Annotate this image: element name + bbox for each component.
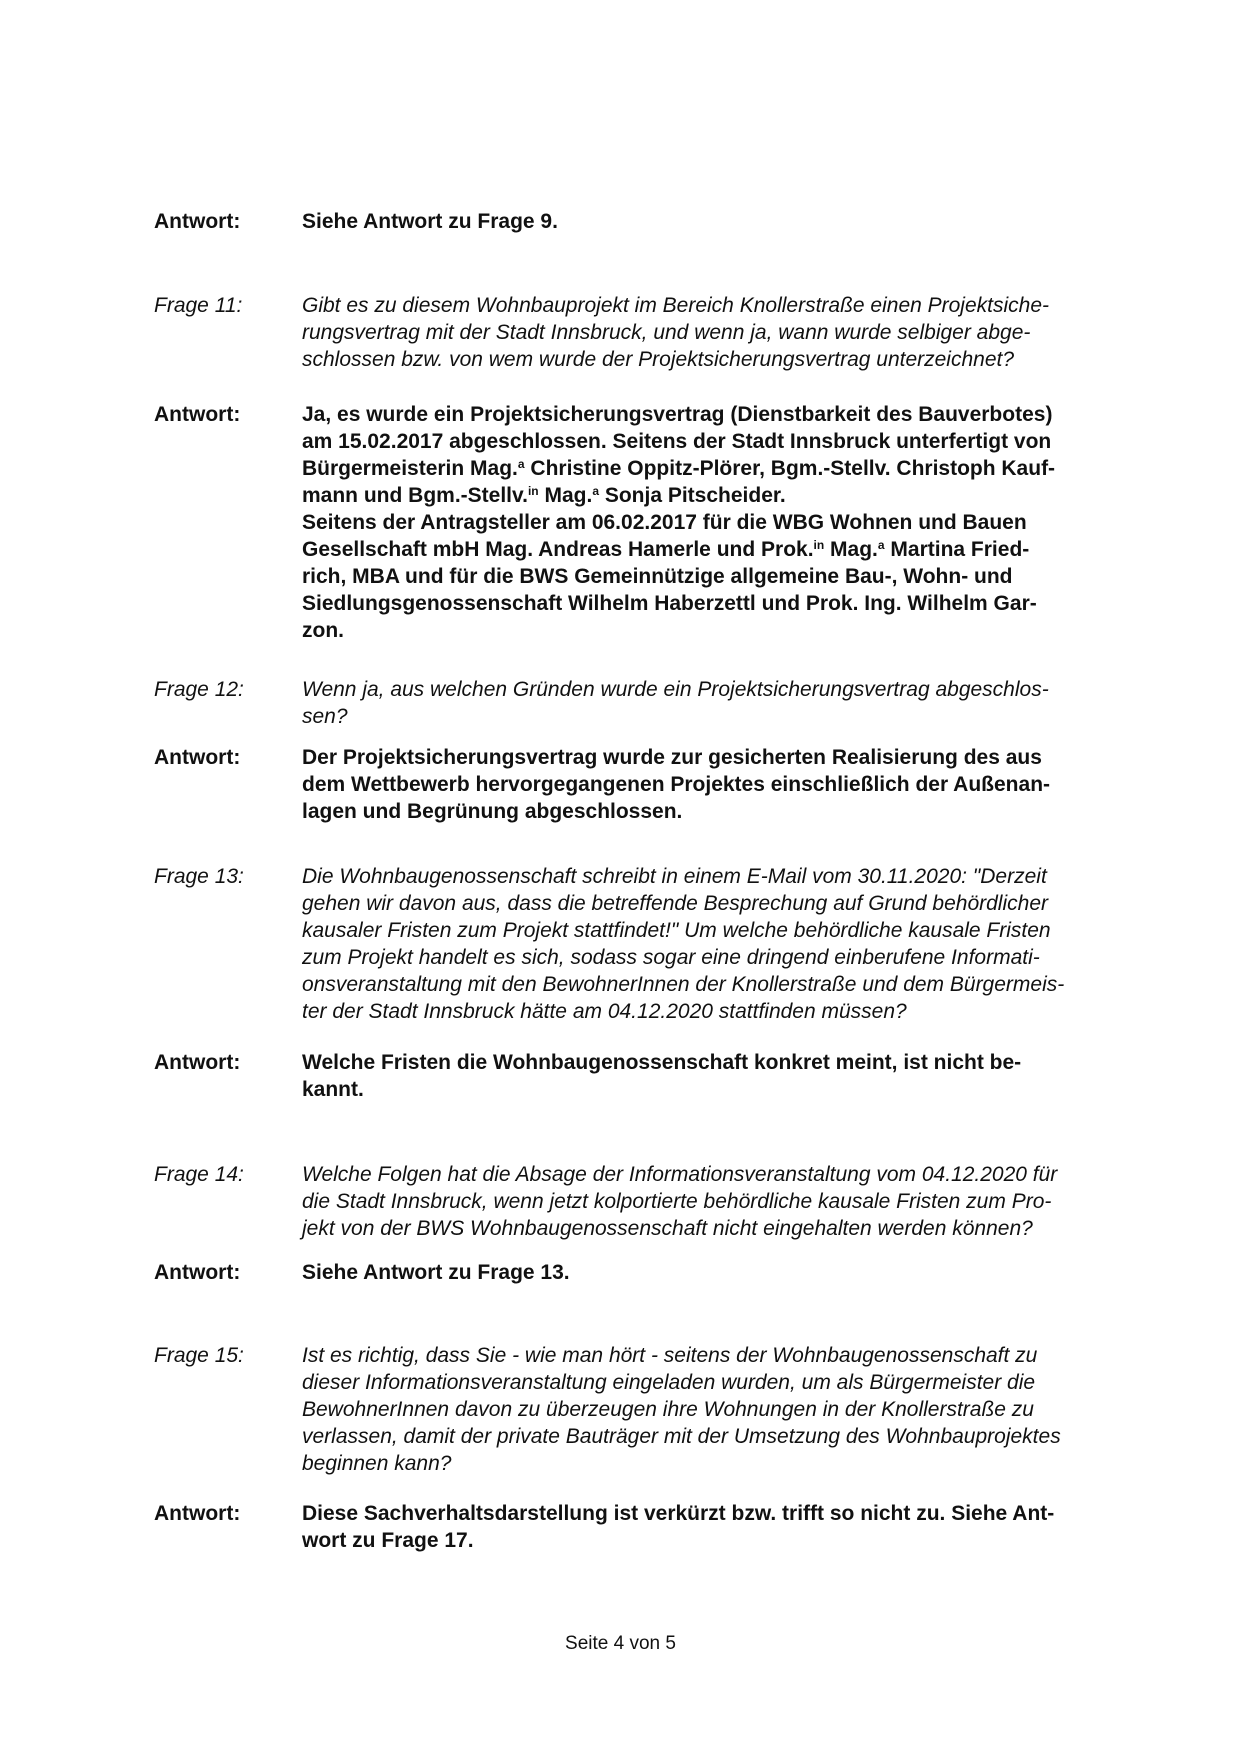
- answer-text: [302, 1500, 1241, 1554]
- text-line: Siedlungsgenossenschaft Wilhelm Haberzettl und Prok. Ing. Wilhelm Gar-: [302, 592, 1037, 615]
- question-text: [302, 1342, 1241, 1477]
- text-line: Gesellschaft mbH Mag. Andreas Hamerle und Prok.$^{in}$ Mag.$^a$ Martina Fried-: [302, 538, 1030, 561]
- text-line: dem Wettbewerb hervorgegangenen Projektes einschließlich der Außenan-: [302, 773, 1051, 796]
- answer-label: Antwort:: [154, 1051, 241, 1074]
- text-line: ter der Stadt Innsbruck hätte am 04.12.2020 stattfinden müssen?: [302, 1000, 907, 1023]
- text-line: wort zu Frage 17.: [302, 1529, 474, 1552]
- text-line: die Stadt Innsbruck, wenn jetzt kolportierte behördliche kausale Fristen zum Pro-: [302, 1190, 1052, 1213]
- text-line: rungsvertrag mit der Stadt Innsbruck, und wenn ja, wann wurde selbiger abge-: [302, 321, 1031, 344]
- answer-text: [302, 1259, 1241, 1286]
- answer-label: Antwort:: [154, 210, 241, 233]
- answer-label: Antwort:: [154, 403, 241, 426]
- text-line: Der Projektsicherungsvertrag wurde zur gesicherten Realisierung des aus: [302, 746, 1042, 769]
- text-line: beginnen kann?: [302, 1452, 452, 1475]
- question-label: Frage 14:: [154, 1163, 244, 1186]
- question-text: [302, 1161, 1241, 1242]
- text-line: am 15.02.2017 abgeschlossen. Seitens der Stadt Innsbruck unterfertigt von: [302, 430, 1052, 453]
- text-line: sen?: [302, 705, 348, 728]
- text-line: Gibt es zu diesem Wohnbauprojekt im Bereich Knollerstraße einen Projektsiche-: [302, 294, 1050, 317]
- text-line: Ist es richtig, dass Sie - wie man hört - seitens der Wohnbaugenossenschaft zu: [302, 1344, 1038, 1367]
- question-text: [302, 676, 1241, 730]
- text-line: BewohnerInnen davon zu überzeugen ihre Wohnungen in der Knollerstraße zu: [302, 1398, 1034, 1421]
- text-line: Welche Folgen hat die Absage der Informationsveranstaltung vom 04.12.2020 für: [302, 1163, 1058, 1186]
- text-line: rich, MBA und für die BWS Gemeinnützige allgemeine Bau-, Wohn- und: [302, 565, 1013, 588]
- answer-label: Antwort:: [154, 1261, 241, 1284]
- text-line: verlassen, damit der private Bauträger mit der Umsetzung des Wohnbauprojektes: [302, 1425, 1061, 1448]
- text-line: Diese Sachverhaltsdarstellung ist verkürzt bzw. trifft so nicht zu. Siehe Ant-: [302, 1502, 1055, 1525]
- text-line: Wenn ja, aus welchen Gründen wurde ein Projektsicherungsvertrag abgeschlos-: [302, 678, 1049, 701]
- answer-text: [302, 401, 1241, 644]
- question-text: [302, 292, 1241, 373]
- text-line: kannt.: [302, 1078, 364, 1101]
- text-line: schlossen bzw. von wem wurde der Projektsicherungsvertrag unterzeichnet?: [302, 348, 1015, 371]
- text-line: onsveranstaltung mit den BewohnerInnen der Knollerstraße und dem Bürgermeis-: [302, 973, 1065, 996]
- text-line: Bürgermeisterin Mag.$^a$ Christine Oppitz-Plörer, Bgm.-Stellv. Christoph Kauf-: [302, 457, 1056, 480]
- answer-text: [302, 744, 1241, 825]
- answer-text: [302, 1049, 1241, 1103]
- question-label: Frage 11:: [154, 294, 243, 317]
- text-line: gehen wir davon aus, dass die betreffende Besprechung auf Grund behördlicher: [302, 892, 1048, 915]
- text-line: zon.: [302, 619, 344, 642]
- text-line: Siehe Antwort zu Frage 9.: [302, 210, 558, 233]
- question-label: Frage 13:: [154, 865, 244, 888]
- text-line: jekt von der BWS Wohnbaugenossenschaft nicht eingehalten werden können?: [302, 1217, 1033, 1240]
- text-line: mann und Bgm.-Stellv.$^{in}$ Mag.$^a$ Sonja Pitscheider.: [302, 484, 786, 507]
- text-line: Die Wohnbaugenossenschaft schreibt in einem E-Mail vom 30.11.2020: "Derzeit: [302, 865, 1047, 888]
- question-label: Frage 12:: [154, 678, 244, 701]
- text-line: Welche Fristen die Wohnbaugenossenschaft konkret meint, ist nicht be-: [302, 1051, 1022, 1074]
- answer-label: Antwort:: [154, 1502, 241, 1525]
- question-text: [302, 863, 1241, 1025]
- text-line: dieser Informationsveranstaltung eingeladen wurden, um als Bürgermeister die: [302, 1371, 1036, 1394]
- text-line: Ja, es wurde ein Projektsicherungsvertrag (Dienstbarkeit des Bauverbotes): [302, 403, 1053, 426]
- answer-text: [302, 208, 1241, 235]
- text-line: zum Projekt handelt es sich, sodass sogar eine dringend einberufene Informati-: [302, 946, 1040, 969]
- page-number: Seite 4 von 5: [565, 1633, 676, 1654]
- text-line: Seitens der Antragsteller am 06.02.2017 für die WBG Wohnen und Bauen: [302, 511, 1027, 534]
- text-line: lagen und Begrünung abgeschlossen.: [302, 800, 683, 823]
- answer-label: Antwort:: [154, 746, 241, 769]
- text-line: Siehe Antwort zu Frage 13.: [302, 1261, 570, 1284]
- text-line: kausaler Fristen zum Projekt stattfindet!" Um welche behördliche kausale Fristen: [302, 919, 1051, 942]
- question-label: Frage 15:: [154, 1344, 244, 1367]
